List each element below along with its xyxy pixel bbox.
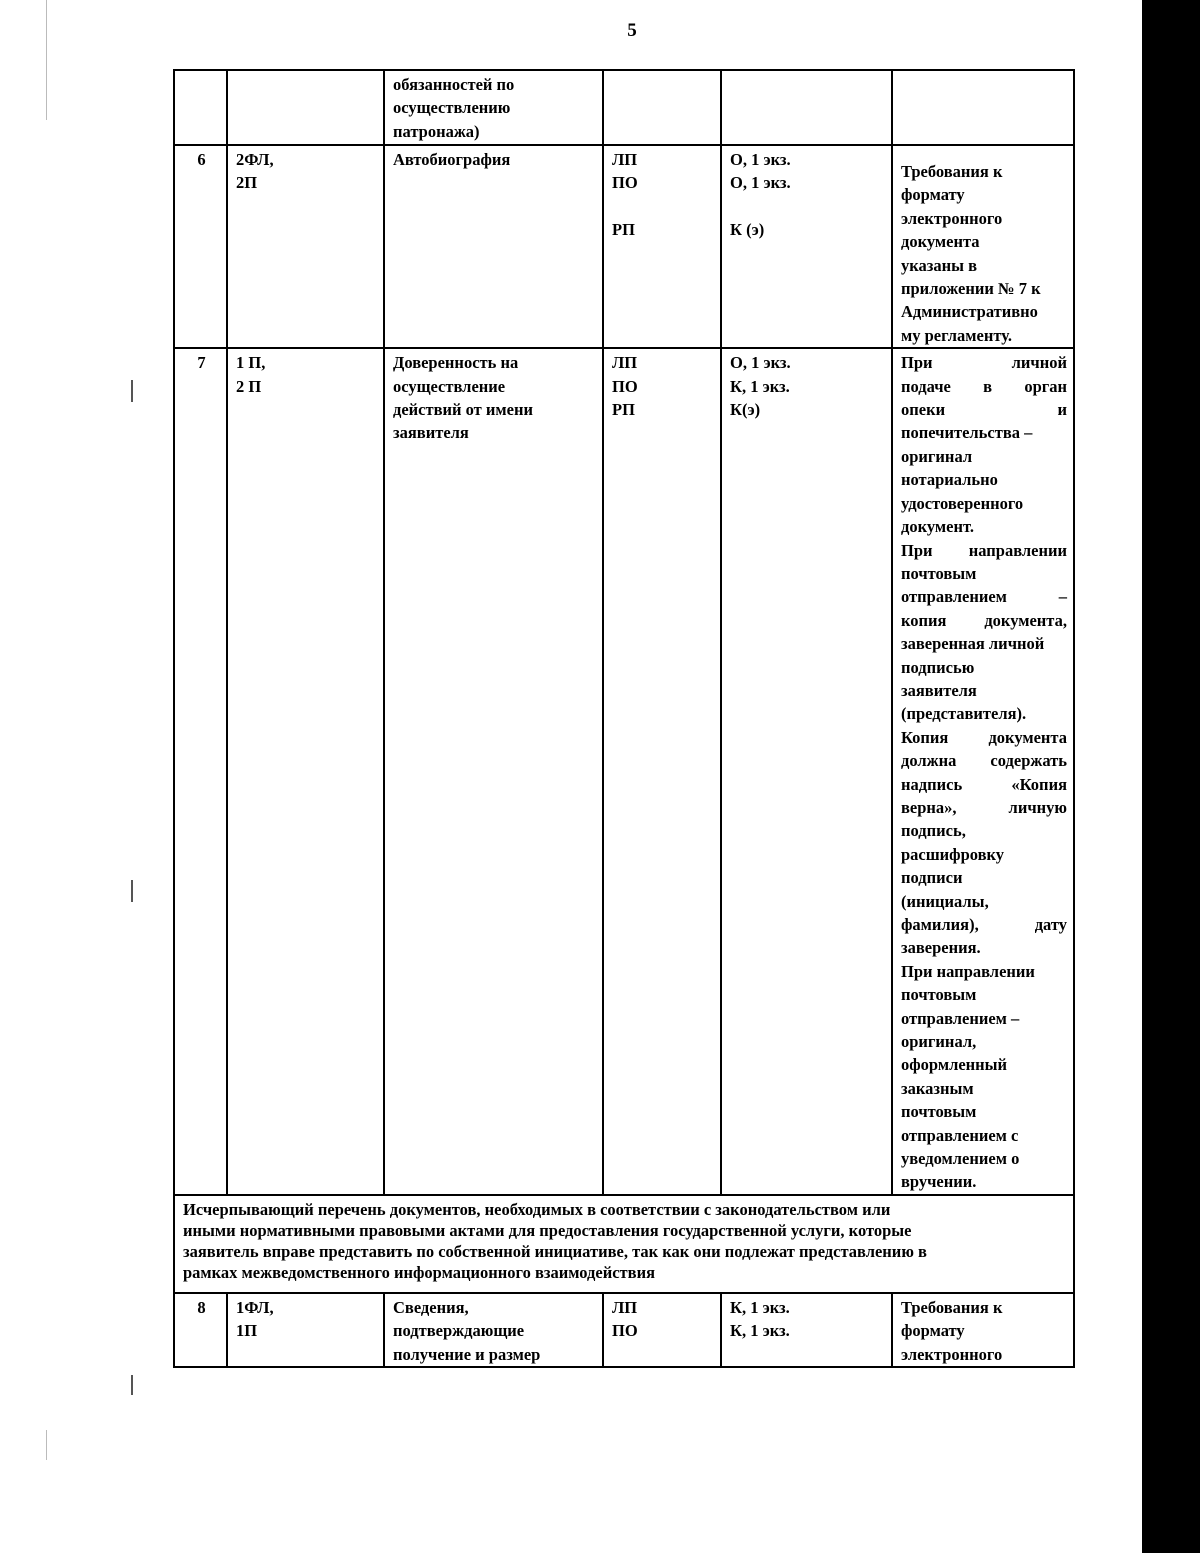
note-line: заявителя (901, 680, 977, 700)
section-header-line: иными нормативными правовыми актами для предоставления государственной услуги, которые (183, 1220, 912, 1240)
cell-form (721, 348, 892, 1195)
note-line: оригинал, (901, 1032, 977, 1052)
doc-name-line: Автобиография (393, 150, 511, 169)
table-row-continuation (174, 70, 1074, 145)
code-line: 2 П (236, 376, 262, 396)
note-line: оригинал (901, 446, 973, 466)
note-line: подписью (901, 657, 975, 677)
note-line: заверенная личной (901, 634, 1045, 654)
form-line: К (э) (730, 220, 765, 240)
note-line: электронного (901, 1344, 1003, 1364)
note-line: почтовым (901, 563, 977, 583)
cell-num (174, 1293, 227, 1367)
note-line: попечительства – (901, 423, 1033, 443)
note-line: Требования к (901, 162, 1003, 181)
form-line: О, 1 экз. (730, 173, 791, 193)
note-line: документ. (901, 517, 974, 537)
note-line: подписи (901, 868, 963, 888)
section-header-line: заявитель вправе представить по собственной инициативе, так как они подлежат представлению в (183, 1241, 927, 1261)
cell-doc-name (384, 348, 603, 1195)
note-line: Административно (901, 302, 1038, 322)
note-line: уведомлением о (901, 1149, 1020, 1169)
note-line: верна», личную (901, 797, 1067, 817)
note-line: удостоверенного (901, 493, 1024, 513)
scan-edge-mark (131, 380, 133, 402)
note-line: надпись «Копия (901, 774, 1067, 794)
form-line: К, 1 экз. (730, 1297, 790, 1317)
note-line: При направлении (901, 540, 1067, 560)
table-row-8 (174, 1293, 1074, 1367)
scan-edge-mark (131, 1375, 133, 1395)
cell-num (174, 145, 227, 348)
section-header-line: Исчерпывающий перечень документов, необходимых в соответствии с законодательством или (183, 1199, 891, 1219)
cell-num (174, 348, 227, 1195)
table-row-7 (174, 348, 1074, 1195)
note-line: заказным (901, 1078, 974, 1098)
cell-code (227, 70, 384, 145)
note-line: отправлением – (901, 587, 1067, 607)
cell-doc-name (384, 1293, 603, 1367)
note-line: отправлением – (901, 1008, 1020, 1028)
cell-doc-name (384, 145, 603, 348)
cell-method (603, 70, 721, 145)
form-line: К, 1 экз. (730, 1321, 790, 1341)
note-line: почтовым (901, 985, 977, 1005)
doc-name-line: действий от имени (393, 400, 534, 420)
doc-name-line: Доверенность на (393, 353, 519, 373)
note-line: формату (901, 185, 965, 205)
form-line: О, 1 экз. (730, 150, 791, 169)
cell-form (721, 1293, 892, 1367)
form-line: К, 1 экз. (730, 376, 790, 396)
spacer (730, 195, 885, 218)
note-line: му регламенту. (901, 325, 1012, 345)
note-line: электронного (901, 208, 1003, 228)
section-header-line: рамках межведомственного информационного взаимодействия (183, 1262, 656, 1282)
cell-note (892, 70, 1074, 145)
doc-name-line: осуществление (393, 376, 506, 396)
method-line: ЛП (612, 1297, 638, 1317)
method-line: ПО (612, 173, 638, 193)
scan-edge-mark (46, 1430, 47, 1460)
scan-edge-mark (131, 880, 133, 902)
note-line: должна содержать (901, 751, 1067, 771)
cell-doc-name (384, 70, 603, 145)
doc-name-line: патронажа) (393, 121, 480, 141)
note-line: расшифровку (901, 844, 1005, 864)
method-line: ЛП (612, 150, 638, 169)
scan-edge-mark (46, 0, 47, 120)
code-line: 2П (236, 173, 258, 193)
note-line: подпись, (901, 821, 966, 841)
form-line: К(э) (730, 400, 761, 420)
doc-name-line: осуществлению (393, 98, 511, 118)
cell-note (892, 1293, 1074, 1367)
method-line: РП (612, 220, 635, 240)
cell-method (603, 348, 721, 1195)
cell-num (174, 70, 227, 145)
method-line: РП (612, 400, 635, 420)
doc-name-line: заявителя (393, 423, 469, 443)
method-line: ПО (612, 376, 638, 396)
note-line: (инициалы, (901, 891, 989, 911)
row-number: 6 (197, 150, 206, 169)
note-line: отправлением с (901, 1125, 1019, 1145)
code-line: 1П (236, 1321, 258, 1341)
note-line: вручении. (901, 1172, 977, 1192)
note-line: фамилия), дату (901, 915, 1067, 934)
method-line: ЛП (612, 353, 638, 373)
form-line: О, 1 экз. (730, 353, 791, 373)
spacer (612, 195, 714, 218)
code-line: 2ФЛ, (236, 150, 274, 169)
table-row-6 (174, 145, 1074, 348)
cell-code (227, 1293, 384, 1367)
note-line: (представителя). (901, 704, 1027, 724)
code-line: 1ФЛ, (236, 1297, 274, 1317)
note-line: документа (901, 232, 980, 252)
row-number: 8 (197, 1297, 206, 1317)
cell-note (892, 145, 1074, 348)
cell-method (603, 1293, 721, 1367)
cell-code (227, 348, 384, 1195)
row-number: 7 (197, 353, 206, 373)
note-line: заверения. (901, 938, 981, 958)
cell-note (892, 348, 1074, 1195)
method-line: ПО (612, 1321, 638, 1341)
doc-name-line: обязанностей по (393, 75, 515, 94)
note-line: нотариально (901, 470, 998, 490)
note-line: указаны в (901, 255, 978, 275)
scan-dark-edge (1142, 0, 1200, 1553)
section-header-text (174, 1195, 1074, 1293)
page-number: 5 (627, 20, 637, 41)
note-line: опеки и (901, 400, 1067, 420)
note-line: формату (901, 1321, 965, 1341)
note-line: Копия документа (901, 727, 1067, 747)
cell-form (721, 70, 892, 145)
documents-table (173, 69, 1075, 1368)
note-line: оформленный (901, 1055, 1008, 1075)
note-line: подаче в орган (901, 376, 1067, 396)
note-line: При личной (901, 353, 1067, 373)
doc-name-line: подтверждающие (393, 1321, 525, 1341)
doc-name-line: получение и размер (393, 1344, 541, 1364)
cell-form (721, 145, 892, 348)
note-line: Требования к (901, 1297, 1003, 1317)
doc-name-line: Сведения, (393, 1297, 469, 1317)
note-line: При направлении (901, 961, 1035, 981)
code-line: 1 П, (236, 353, 266, 373)
note-line: копия документа, (901, 610, 1067, 630)
note-line: приложении № 7 к (901, 279, 1041, 299)
cell-code (227, 145, 384, 348)
section-header-row (174, 1195, 1074, 1293)
cell-method (603, 145, 721, 348)
note-line: почтовым (901, 1102, 977, 1122)
